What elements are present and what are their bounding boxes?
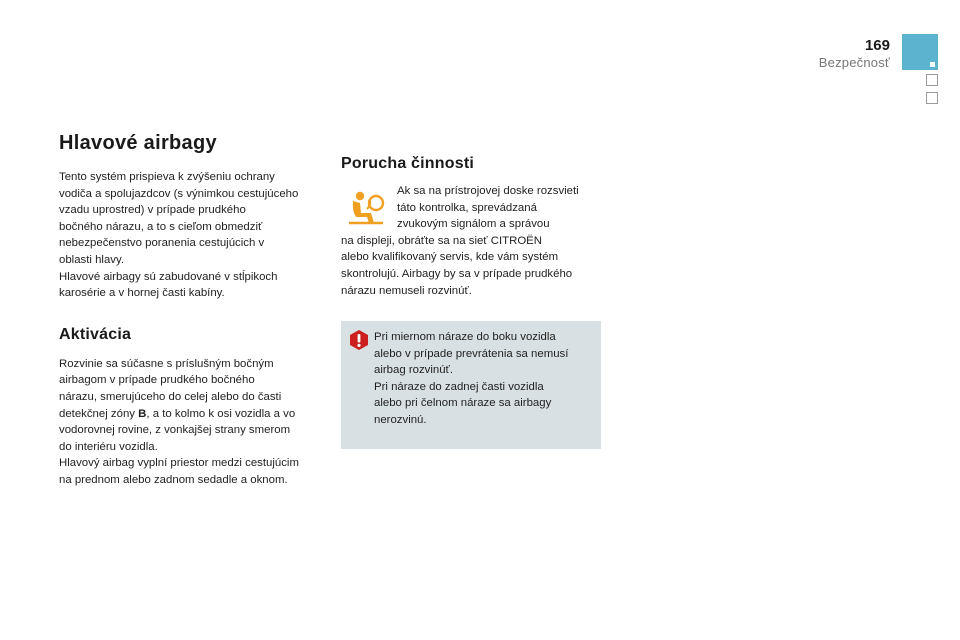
- fault-heading: Porucha činnosti: [341, 155, 474, 172]
- text-line: Ak sa na prístrojovej doske rozsvieti: [397, 185, 579, 197]
- text-line: Pri náraze do zadnej časti vozidla: [374, 380, 544, 393]
- tab-dot: [930, 62, 935, 67]
- text-line: oblasti hlavy.: [59, 253, 125, 266]
- airbag-warning-lamp-icon: [347, 187, 387, 227]
- text-line: alebo kvalifikovaný servis, kde vám systém: [341, 251, 559, 264]
- text-line: alebo pri čelnom náraze sa airbagy: [374, 397, 552, 410]
- text-line: Tento systém prispieva k zvýšeniu ochrany: [59, 171, 275, 183]
- right-column: [341, 155, 603, 299]
- text-line: nerozvinú.: [374, 413, 427, 426]
- note-text: [374, 329, 594, 429]
- page-number: 169: [864, 37, 890, 54]
- chapter-tab-box: [926, 74, 938, 86]
- text-line: bočného nárazu, a to s cieľom obmedziť: [59, 220, 263, 233]
- text-line: alebo v prípade prevrátenia sa nemusí: [374, 347, 569, 360]
- text-line: nárazu nemuseli rozvinúť.: [341, 284, 472, 297]
- text-line: , a to kolmo k osi vozidla a vo: [146, 407, 296, 420]
- zone-letter: B: [138, 407, 147, 420]
- text-line: vodiča a spolujazdcov (s výnimkou cestujúceho: [59, 187, 299, 200]
- activation-heading: Aktivácia: [59, 325, 132, 343]
- section-title: Bezpečnosť: [818, 55, 890, 70]
- text-line: vodorovnej rovine, z vonkajšej strany smerom: [59, 424, 291, 437]
- text-line: nebezpečenstvo poranenia cestujúcich v: [59, 237, 265, 250]
- chapter-tab-active: [902, 34, 938, 70]
- activation-paragraph: [59, 356, 324, 489]
- text-line: na prednom alebo zadnom sedadle a oknom.: [59, 473, 288, 486]
- text-line: do interiéru vozidla.: [59, 440, 158, 453]
- left-column: [59, 132, 324, 489]
- warning-exclamation-icon: [349, 329, 369, 351]
- fault-text: [341, 233, 603, 299]
- chapter-tab-box: [926, 92, 938, 104]
- page-heading: Hlavové airbagy: [59, 132, 217, 154]
- text-line: Pri miernom náraze do boku vozidla: [374, 331, 556, 343]
- text-line: vzadu uprostred) v prípade prudkého: [59, 204, 246, 217]
- text-line: skontrolujú. Airbagy by sa v prípade prudkého: [341, 267, 573, 280]
- text-line: karosérie a v hornej časti kabíny.: [59, 287, 225, 300]
- text-line: airbag rozvinúť.: [374, 364, 453, 377]
- text-line: táto kontrolka, sprevádzaná: [397, 201, 537, 214]
- warning-note-box: [341, 321, 601, 449]
- text-line: airbagom v prípade prudkého bočného: [59, 374, 255, 387]
- text-line: Hlavový airbag vyplní priestor medzi cestujúcim: [59, 457, 299, 470]
- fault-block: [341, 183, 603, 299]
- text-line: nárazu, smerujúceho do celej alebo do časti: [59, 390, 282, 403]
- text-line: Rozvinie sa súčasne s príslušným bočným: [59, 357, 274, 370]
- text-line: zvukovým signálom a správou: [397, 218, 550, 231]
- text-line: na displeji, obráťte sa na sieť CITROËN: [341, 234, 543, 247]
- intro-paragraph: [59, 169, 324, 302]
- text-line: detekčnej zóny: [59, 407, 139, 420]
- text-line: Hlavové airbagy sú zabudované v stĺpikoch: [59, 270, 278, 283]
